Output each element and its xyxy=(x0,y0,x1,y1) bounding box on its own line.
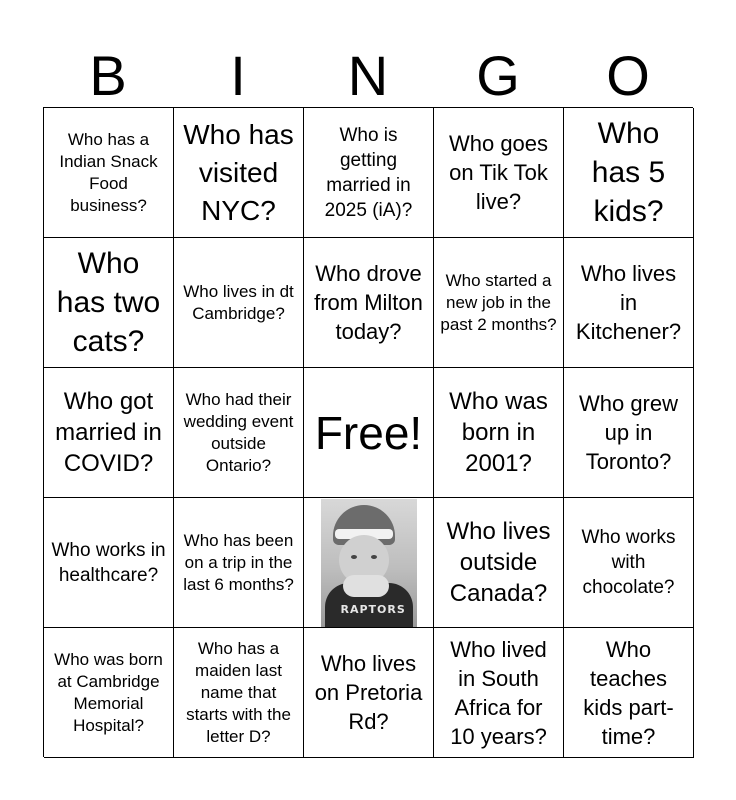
header-letter-o: O xyxy=(606,44,650,107)
cell-text: Who has been on a trip in the last 6 months? xyxy=(183,530,294,594)
cell-text: Who started a new job in the past 2 months? xyxy=(440,270,557,334)
bingo-cell[interactable] xyxy=(44,108,174,238)
bingo-cell[interactable] xyxy=(174,498,304,628)
bingo-cell[interactable] xyxy=(434,368,564,498)
bingo-header xyxy=(43,44,693,108)
cell-text: Who drove from Milton today? xyxy=(314,261,423,344)
cell-text: Who has a Indian Snack Food business? xyxy=(59,129,158,215)
cell-text: Who has two cats? xyxy=(56,247,161,358)
bingo-cell[interactable] xyxy=(564,368,694,498)
eye-shape xyxy=(371,555,377,559)
cell-text: Who works in healthcare? xyxy=(51,539,166,586)
hands-shape xyxy=(343,575,389,597)
cell-text: Who had their wedding event outside Ontario? xyxy=(183,389,294,475)
bingo-cell[interactable] xyxy=(304,238,434,368)
bingo-cell[interactable] xyxy=(174,238,304,368)
eye-shape xyxy=(351,555,357,559)
bingo-cell[interactable] xyxy=(564,498,694,628)
cell-text: Who got married in COVID? xyxy=(55,388,162,477)
cell-text: Who was born at Cambridge Memorial Hospital? xyxy=(54,649,163,735)
free-space-text: Free! xyxy=(314,406,423,459)
cell-text: Who has 5 kids? xyxy=(591,117,666,228)
header-letter-g: G xyxy=(476,44,520,107)
bingo-cell[interactable] xyxy=(44,628,174,758)
cell-text: Who works with chocolate? xyxy=(581,527,676,598)
cell-text: Who is getting married in 2025 (iA)? xyxy=(324,124,413,221)
bingo-cell[interactable] xyxy=(44,498,174,628)
baby-photo-icon xyxy=(321,499,417,627)
header-letter-i: I xyxy=(230,44,246,107)
cell-text: Who grew up in Toronto? xyxy=(578,391,679,474)
cell-text: Who has a maiden last name that starts with the letter D? xyxy=(186,638,291,746)
free-space[interactable] xyxy=(304,368,434,498)
cell-text: Who lives in Kitchener? xyxy=(575,261,682,344)
bingo-cell[interactable] xyxy=(304,628,434,758)
photo-cell[interactable] xyxy=(304,498,434,628)
header-letter-b: B xyxy=(89,44,127,107)
shirt-logo-text: RAPTORS xyxy=(340,602,406,616)
cell-text: Who was born in 2001? xyxy=(449,388,548,477)
bingo-cell[interactable] xyxy=(564,108,694,238)
cell-text: Who teaches kids part-time? xyxy=(583,636,674,749)
cell-text: Who lives on Pretoria Rd? xyxy=(314,651,423,734)
bingo-cell[interactable] xyxy=(44,238,174,368)
bingo-cell[interactable] xyxy=(174,368,304,498)
bingo-cell[interactable] xyxy=(564,238,694,368)
bingo-cell[interactable] xyxy=(434,628,564,758)
cell-text: Who lives outside Canada? xyxy=(446,518,551,607)
cell-text: Who lives in dt Cambridge? xyxy=(183,281,294,323)
bingo-cell[interactable] xyxy=(564,628,694,758)
cell-text: Who goes on Tik Tok live? xyxy=(448,131,549,214)
cell-text: Who has visited NYC? xyxy=(183,118,294,226)
bingo-cell[interactable] xyxy=(434,498,564,628)
bingo-cell[interactable] xyxy=(434,238,564,368)
bingo-cell[interactable] xyxy=(44,368,174,498)
cell-text: Who lived in South Africa for 10 years? xyxy=(450,636,547,749)
bingo-cell[interactable] xyxy=(174,108,304,238)
bingo-board xyxy=(43,107,693,757)
bingo-cell[interactable] xyxy=(174,628,304,758)
header-letter-n: N xyxy=(347,44,389,107)
bingo-cell[interactable] xyxy=(434,108,564,238)
bingo-cell[interactable] xyxy=(304,108,434,238)
